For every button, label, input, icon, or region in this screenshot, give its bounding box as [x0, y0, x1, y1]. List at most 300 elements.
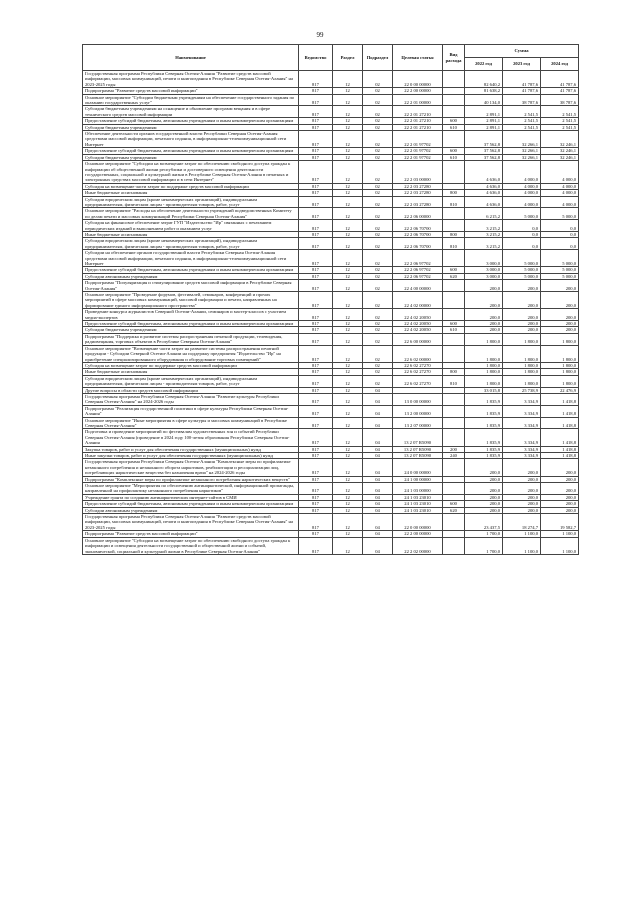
row-sum-2023: 3 334,9 [503, 453, 541, 459]
row-target: 24 1 00 00000 [393, 476, 443, 482]
row-ministry: 817 [299, 118, 333, 124]
row-sum-2023: 200,0 [503, 483, 541, 495]
row-expense-type [443, 280, 465, 292]
row-sum-2023: 1 800,0 [503, 369, 541, 375]
row-name: Подпрограмма "Поддержка и развитие системы распространения печатной продукции, телевидения, радиовещания, торговых объектов в Республике Северная Осетия-Алания" [83, 333, 299, 345]
row-sum-2023: 32 266,1 [503, 131, 541, 148]
row-section: 12 [333, 429, 363, 446]
row-subsection: 04 [363, 405, 393, 417]
table-row [83, 405, 579, 417]
row-ministry: 817 [299, 417, 333, 429]
row-section: 12 [333, 161, 363, 184]
row-subsection: 04 [363, 507, 393, 513]
row-expense-type: 600 [443, 321, 465, 327]
row-subsection: 02 [363, 273, 393, 279]
table-row [83, 292, 579, 309]
row-expense-type: 610 [443, 154, 465, 160]
row-expense-type [443, 429, 465, 446]
row-section: 12 [333, 369, 363, 375]
row-sum-2022: 200,0 [465, 327, 503, 333]
row-subsection: 02 [363, 154, 393, 160]
row-sum-2022: 4 636,0 [465, 183, 503, 189]
row-name: Подпрограмма "Развитие средств массовой информации" [83, 531, 299, 537]
row-sum-2023: 200,0 [503, 327, 541, 333]
header-ministry: Ведомство [299, 45, 333, 71]
row-ministry: 817 [299, 196, 333, 208]
row-name: Субсидии бюджетным учреждениям [83, 124, 299, 130]
row-ministry: 817 [299, 88, 333, 94]
row-ministry: 817 [299, 446, 333, 452]
row-target: 22 6 00 00000 [393, 333, 443, 345]
row-sum-2022: 37 562,8 [465, 131, 503, 148]
row-target: 22 2 01 97702 [393, 154, 443, 160]
row-name: Другие вопросы в области средств массовой информации [83, 387, 299, 393]
row-target: 22 2 06 97702 [393, 267, 443, 273]
row-name: Основное мероприятие "Расходы на обеспечение деятельности учреждений подведомственных Комитету по делам печати и массовых коммуникаций Республики Северная Осетия-Алания" [83, 208, 299, 220]
row-sum-2024: 41 787,6 [541, 71, 579, 88]
row-sum-2024: 4 000,0 [541, 196, 579, 208]
row-name: Субсидии на обеспечение органов государственной власти Республики Северная Осетия-Алания средствами массовой информации, печатного издания, в информационно-телекоммуникационной сети Интернет [83, 250, 299, 267]
row-sum-2023: 1 800,0 [503, 333, 541, 345]
row-subsection: 02 [363, 71, 393, 88]
row-target: 22 2 03 27280 [393, 196, 443, 208]
row-ministry: 817 [299, 362, 333, 368]
row-ministry: 817 [299, 429, 333, 446]
row-sum-2024: 1 800,0 [541, 375, 579, 387]
row-sum-2024: 5 000,0 [541, 208, 579, 220]
row-name: Субсидии юридическим лицам (кроме некоммерческих организаций), индивидуальным предпринимателям, физическим лицам - производителям товаров, работ, услуг [83, 196, 299, 208]
row-sum-2023: 1 800,0 [503, 345, 541, 362]
row-section: 12 [333, 459, 363, 476]
row-expense-type [443, 459, 465, 476]
row-name: Предоставление субсидий бюджетным, автономным учреждениям и иным некоммерческим организациям [83, 321, 299, 327]
row-subsection: 02 [363, 345, 393, 362]
row-sum-2023: 200,0 [503, 280, 541, 292]
row-name: Учреждение гранта по созданию антинаркотических интернет-сайтов в СМИ [83, 494, 299, 500]
row-sum-2024: 5 000,0 [541, 267, 579, 273]
table-row [83, 417, 579, 429]
row-name: Основное мероприятие "Субсидии бюджетным учреждениям на обеспечение государственного задания по оказанию государственных услуг" [83, 94, 299, 106]
row-name: Основное мероприятие "Субсидии на возмещение затрат по обеспечению свободного доступа граждан к информации об общественной жизни республики и достоверного освещения деятельности государственных, социальной и культурной жизни в Республике Северная Осетия-Алания в печатных и электронных средствах массовой информации и в сети Интернет" [83, 161, 299, 184]
row-ministry: 817 [299, 148, 333, 154]
row-target: 22 6 02 27270 [393, 369, 443, 375]
row-sum-2024: 4 000,0 [541, 183, 579, 189]
header-subsection: Подраздел [363, 45, 393, 71]
row-ministry: 817 [299, 161, 333, 184]
row-section: 12 [333, 190, 363, 196]
row-ministry: 817 [299, 333, 333, 345]
row-sum-2023: 2 541,5 [503, 124, 541, 130]
row-target: 24 0 00 00000 [393, 459, 443, 476]
header-sum: Сумма [465, 45, 579, 58]
row-subsection: 02 [363, 250, 393, 267]
row-sum-2023: 200,0 [503, 309, 541, 321]
row-sum-2023: 3 334,9 [503, 429, 541, 446]
row-ministry: 817 [299, 514, 333, 531]
row-name: Подпрограмма "Комплексные меры по профилактике незаконного потребления наркотических веществ" [83, 476, 299, 482]
row-ministry: 817 [299, 131, 333, 148]
table-row [83, 220, 579, 232]
page-number: 99 [316, 31, 324, 39]
row-section: 12 [333, 106, 363, 118]
row-section: 12 [333, 231, 363, 237]
header-year-2024: 2024 год [541, 58, 579, 71]
row-section: 12 [333, 280, 363, 292]
row-sum-2024: 200,0 [541, 309, 579, 321]
row-sum-2024: 1 418,8 [541, 429, 579, 446]
row-expense-type [443, 417, 465, 429]
row-name: Основное мероприятие "Мероприятия по обеспечению антинаркотической, информационной пропаганды, направленной на профилактику незаконного потребления наркотиков" [83, 483, 299, 495]
table-row [83, 238, 579, 250]
row-sum-2024: 32 246,1 [541, 148, 579, 154]
row-ministry: 817 [299, 375, 333, 387]
row-target: 22 6 02 27270 [393, 362, 443, 368]
row-ministry: 817 [299, 94, 333, 106]
row-sum-2023: 2 541,5 [503, 106, 541, 118]
row-sum-2024: 32 246,1 [541, 131, 579, 148]
table-row [83, 483, 579, 495]
row-target: 22 2 03 27280 [393, 190, 443, 196]
header-name: Наименование [83, 45, 299, 71]
row-sum-2023: 2 541,5 [503, 118, 541, 124]
table-row [83, 250, 579, 267]
row-sum-2024: 4 000,0 [541, 190, 579, 196]
row-sum-2023: 4 000,0 [503, 190, 541, 196]
row-sum-2022: 3 000,0 [465, 267, 503, 273]
row-target: 13 2 00 00000 [393, 405, 443, 417]
row-sum-2022: 1 835,9 [465, 393, 503, 405]
row-name: Субсидия на финансовое обеспечение затрат ГУП "Издательство "Ир" связанных с печатанием периодических изданий и выполнением работ и оказанием услуг [83, 220, 299, 232]
row-name: Иные бюджетные ассигнования [83, 190, 299, 196]
row-subsection: 02 [363, 375, 393, 387]
row-expense-type: 620 [443, 273, 465, 279]
row-sum-2024: 1 418,8 [541, 405, 579, 417]
row-expense-type [443, 94, 465, 106]
row-section: 12 [333, 393, 363, 405]
row-target: 22 0 00 00000 [393, 514, 443, 531]
header-year-2023: 2023 год [503, 58, 541, 71]
row-ministry: 817 [299, 190, 333, 196]
row-sum-2022: 3 215,2 [465, 231, 503, 237]
row-section: 12 [333, 494, 363, 500]
row-subsection: 04 [363, 387, 393, 393]
row-sum-2024: 1 418,8 [541, 417, 579, 429]
row-section: 12 [333, 148, 363, 154]
row-name: Субсидии бюджетным учреждениям на оснащение и обновление программ вещания и в сфере технического средств массовой информации [83, 106, 299, 118]
row-sum-2022: 200,0 [465, 507, 503, 513]
table-row [83, 208, 579, 220]
row-name: Закупка товаров, работ и услуг для обеспечения государственных (муниципальных) нужд [83, 446, 299, 452]
row-name: Предоставление субсидий бюджетным, автономным учреждениям и иным некоммерческим организациям [83, 501, 299, 507]
row-subsection: 04 [363, 494, 393, 500]
row-expense-type: 810 [443, 238, 465, 250]
row-section: 12 [333, 196, 363, 208]
row-sum-2023: 5 000,0 [503, 267, 541, 273]
budget-table [82, 44, 579, 555]
row-sum-2022: 2 891,1 [465, 124, 503, 130]
row-ministry: 817 [299, 183, 333, 189]
row-sum-2022: 82 640,2 [465, 71, 503, 88]
table-row [83, 345, 579, 362]
row-sum-2023: 200,0 [503, 507, 541, 513]
row-section: 12 [333, 405, 363, 417]
row-expense-type: 800 [443, 231, 465, 237]
row-sum-2023: 200,0 [503, 459, 541, 476]
row-name: Иные бюджетные ассигнования [83, 231, 299, 237]
row-sum-2024: 5 000,0 [541, 250, 579, 267]
row-subsection: 02 [363, 106, 393, 118]
row-section: 12 [333, 124, 363, 130]
table-row [83, 537, 579, 554]
row-name: Иные закупки товаров, работ и услуг для обеспечения государственных (муниципальных) нужд [83, 453, 299, 459]
row-target: 22 2 06 70700 [393, 238, 443, 250]
row-ministry: 817 [299, 476, 333, 482]
row-ministry: 817 [299, 106, 333, 118]
table-row [83, 309, 579, 321]
row-subsection: 04 [363, 531, 393, 537]
row-sum-2022: 200,0 [465, 280, 503, 292]
row-name: Государственная программа Республики Северная Осетия-Алания "Развитие культуры Республики Северная Осетия-Алания" на 2024-2026 годы [83, 393, 299, 405]
row-sum-2023: 4 000,0 [503, 196, 541, 208]
row-sum-2022: 200,0 [465, 292, 503, 309]
row-name: Подпрограмма "Реализация государственной политики в сфере культуры Республики Северная Осетия-Алания" [83, 405, 299, 417]
row-target: 22 4 02 20050 [393, 327, 443, 333]
row-sum-2022: 1 800,0 [465, 369, 503, 375]
row-subsection: 02 [363, 208, 393, 220]
row-name: Государственная программа Республики Северная Осетия-Алания "Комплексные меры по профилактике незаконного потребления и незаконного оборота наркотиков, реабилитации и ресоциализации лиц, потребляющих наркотические вещества без назначения врача" на 2024-2026 годы [83, 459, 299, 476]
row-target: 22 2 06 70700 [393, 220, 443, 232]
row-sum-2023: 200,0 [503, 494, 541, 500]
row-sum-2022: 23 437,5 [465, 514, 503, 531]
row-sum-2022: 200,0 [465, 501, 503, 507]
row-sum-2022: 200,0 [465, 459, 503, 476]
row-expense-type: 600 [443, 148, 465, 154]
row-sum-2024: 1 100,0 [541, 531, 579, 537]
row-sum-2022: 1 835,9 [465, 453, 503, 459]
row-ministry: 817 [299, 292, 333, 309]
row-ministry: 817 [299, 238, 333, 250]
row-target: 13 2 07 00000 [393, 417, 443, 429]
row-subsection: 02 [363, 321, 393, 327]
row-section: 12 [333, 267, 363, 273]
table-row [83, 71, 579, 88]
row-sum-2022: 6 215,2 [465, 208, 503, 220]
row-target: 22 2 01 27210 [393, 106, 443, 118]
row-name: Предоставление субсидий бюджетным, автономным учреждениям и иным некоммерческим организациям [83, 118, 299, 124]
row-ministry: 817 [299, 267, 333, 273]
row-section: 12 [333, 238, 363, 250]
row-section: 12 [333, 333, 363, 345]
row-section: 12 [333, 250, 363, 267]
row-sum-2023: 0,0 [503, 220, 541, 232]
row-sum-2022: 3 215,2 [465, 220, 503, 232]
row-subsection: 02 [363, 148, 393, 154]
row-sum-2023: 200,0 [503, 476, 541, 482]
row-sum-2022: 200,0 [465, 483, 503, 495]
row-ministry: 817 [299, 250, 333, 267]
row-sum-2022: 1 700,0 [465, 537, 503, 554]
row-sum-2024: 19 582,7 [541, 514, 579, 531]
row-expense-type [443, 514, 465, 531]
row-subsection: 02 [363, 118, 393, 124]
row-sum-2024: 1 418,8 [541, 393, 579, 405]
row-target: 22 6 02 00000 [393, 345, 443, 362]
row-subsection: 02 [363, 280, 393, 292]
row-sum-2023: 3 334,9 [503, 446, 541, 452]
row-target: 22 2 06 97702 [393, 273, 443, 279]
row-subsection: 02 [363, 88, 393, 94]
row-sum-2024: 0,0 [541, 231, 579, 237]
row-section: 12 [333, 507, 363, 513]
row-sum-2024: 1 800,0 [541, 369, 579, 375]
row-name: Основное мероприятие "Иные мероприятия в сфере культуры и массовых коммуникаций в Республике Северная Осетия-Алания" [83, 417, 299, 429]
row-section: 12 [333, 327, 363, 333]
row-sum-2022: 200,0 [465, 476, 503, 482]
row-subsection: 02 [363, 124, 393, 130]
row-expense-type [443, 333, 465, 345]
row-sum-2023: 32 266,1 [503, 148, 541, 154]
row-target: 22 2 03 00000 [393, 161, 443, 184]
row-sum-2023: 41 787,6 [503, 71, 541, 88]
row-expense-type: 810 [443, 375, 465, 387]
row-expense-type: 610 [443, 124, 465, 130]
row-section: 12 [333, 453, 363, 459]
row-ministry: 817 [299, 154, 333, 160]
row-subsection: 02 [363, 161, 393, 184]
row-subsection: 02 [363, 267, 393, 273]
row-sum-2022: 200,0 [465, 309, 503, 321]
row-section: 12 [333, 375, 363, 387]
row-sum-2022: 81 638,2 [465, 88, 503, 94]
row-sum-2023: 25 738,9 [503, 387, 541, 393]
row-sum-2022: 40 134,0 [465, 94, 503, 106]
row-sum-2022: 2 891,1 [465, 106, 503, 118]
row-subsection: 04 [363, 417, 393, 429]
row-target: 22 2 06 00000 [393, 208, 443, 220]
row-subsection: 02 [363, 131, 393, 148]
row-sum-2022: 1 800,0 [465, 362, 503, 368]
row-section: 12 [333, 131, 363, 148]
row-target: 13 2 07 R5090 [393, 446, 443, 452]
row-sum-2023: 18 274,7 [503, 514, 541, 531]
row-subsection: 02 [363, 190, 393, 196]
row-sum-2022: 3 000,0 [465, 273, 503, 279]
row-sum-2023: 4 000,0 [503, 183, 541, 189]
row-section: 12 [333, 387, 363, 393]
row-sum-2023: 1 100,0 [503, 531, 541, 537]
row-section: 12 [333, 94, 363, 106]
row-subsection: 02 [363, 238, 393, 250]
row-name: Иные бюджетные ассигнования [83, 369, 299, 375]
row-sum-2024: 200,0 [541, 494, 579, 500]
header-section: Раздел [333, 45, 363, 71]
row-sum-2022: 4 636,0 [465, 161, 503, 184]
row-subsection: 04 [363, 393, 393, 405]
row-expense-type: 200 [443, 446, 465, 452]
row-subsection: 02 [363, 183, 393, 189]
row-ministry: 817 [299, 393, 333, 405]
row-sum-2022: 37 562,8 [465, 154, 503, 160]
row-name: Субсидии юридическим лицам (кроме некоммерческих организаций), индивидуальным предпринимателям, физическим лицам - производителям товаров, работ, услуг [83, 375, 299, 387]
row-name: Предоставление субсидий бюджетным, автономным учреждениям и иным некоммерческим организациям [83, 148, 299, 154]
row-expense-type: 600 [443, 118, 465, 124]
row-target: 22 2 03 27280 [393, 183, 443, 189]
row-ministry: 817 [299, 507, 333, 513]
row-sum-2022: 1 835,9 [465, 417, 503, 429]
row-section: 12 [333, 345, 363, 362]
row-expense-type: 810 [443, 196, 465, 208]
row-sum-2023: 5 000,0 [503, 273, 541, 279]
row-sum-2023: 32 266,1 [503, 154, 541, 160]
row-expense-type [443, 537, 465, 554]
row-target: 22 2 01 97702 [393, 131, 443, 148]
row-sum-2024: 2 541,5 [541, 118, 579, 124]
row-expense-type [443, 131, 465, 148]
row-expense-type [443, 483, 465, 495]
row-sum-2023: 0,0 [503, 238, 541, 250]
row-ministry: 817 [299, 453, 333, 459]
row-sum-2022: 2 891,1 [465, 118, 503, 124]
row-sum-2024: 2 541,5 [541, 124, 579, 130]
row-name: Основное мероприятие "Проведение форумов, фестивалей, семинаров, конференций и прочих мероприятий в сфере массовых коммуникаций, массовой информации и печати, направленных на формирование единого информационного пространства" [83, 292, 299, 309]
row-target: 24 1 03 23010 [393, 507, 443, 513]
header-target: Целевая статья [393, 45, 443, 71]
row-ministry: 817 [299, 231, 333, 237]
row-subsection: 02 [363, 333, 393, 345]
row-sum-2024: 1 418,8 [541, 453, 579, 459]
row-name: Субсидия на возмещение части затрат по поддержке средств массовой информации [83, 183, 299, 189]
row-sum-2023: 3 334,9 [503, 405, 541, 417]
row-ministry: 817 [299, 483, 333, 495]
row-sum-2024: 22 476,9 [541, 387, 579, 393]
row-sum-2024: 41 787,6 [541, 88, 579, 94]
row-sum-2023: 3 334,9 [503, 417, 541, 429]
row-ministry: 817 [299, 531, 333, 537]
row-ministry: 817 [299, 220, 333, 232]
row-expense-type [443, 106, 465, 118]
row-target: 22 4 02 20050 [393, 309, 443, 321]
row-sum-2024: 38 787,6 [541, 94, 579, 106]
row-target: 22 2 01 27210 [393, 124, 443, 130]
row-sum-2024: 200,0 [541, 483, 579, 495]
row-sum-2024: 1 800,0 [541, 362, 579, 368]
row-target: 22 4 02 00000 [393, 292, 443, 309]
row-target: 22 2 06 97702 [393, 250, 443, 267]
row-expense-type [443, 220, 465, 232]
table-row [83, 333, 579, 345]
row-name: Проведение конкурса журналистов Северной Осетии-Алании, семинаров и мастер-классов с участием медиа-экспертов [83, 309, 299, 321]
row-sum-2023: 1 800,0 [503, 362, 541, 368]
row-subsection: 02 [363, 231, 393, 237]
table-row [83, 106, 579, 118]
row-target: 13 2 07 R5090 [393, 429, 443, 446]
row-sum-2023: 5 000,0 [503, 250, 541, 267]
row-sum-2022: 1 800,0 [465, 375, 503, 387]
row-name: Государственная программа Республики Северная Осетия-Алания "Развитие средств массовой информации, массовых коммуникаций, печати и книгоиздания в Республике Северная Осетия-Алания" на 2023-2025 годы [83, 514, 299, 531]
row-target: 22 2 06 70700 [393, 231, 443, 237]
row-sum-2024: 200,0 [541, 321, 579, 327]
row-subsection: 04 [363, 483, 393, 495]
table-body [83, 71, 579, 555]
row-target: 24 1 03 00000 [393, 483, 443, 495]
table-row [83, 393, 579, 405]
row-subsection: 02 [363, 369, 393, 375]
row-name: Обеспечение деятельности органов государственной власти Республики Северная Осетия-Алания средствами массовой информации, печатного издания, в информационно-телекоммуникационной сети Интернет [83, 131, 299, 148]
row-sum-2022: 3 000,0 [465, 250, 503, 267]
row-section: 12 [333, 537, 363, 554]
row-section: 12 [333, 362, 363, 368]
row-ministry: 817 [299, 387, 333, 393]
